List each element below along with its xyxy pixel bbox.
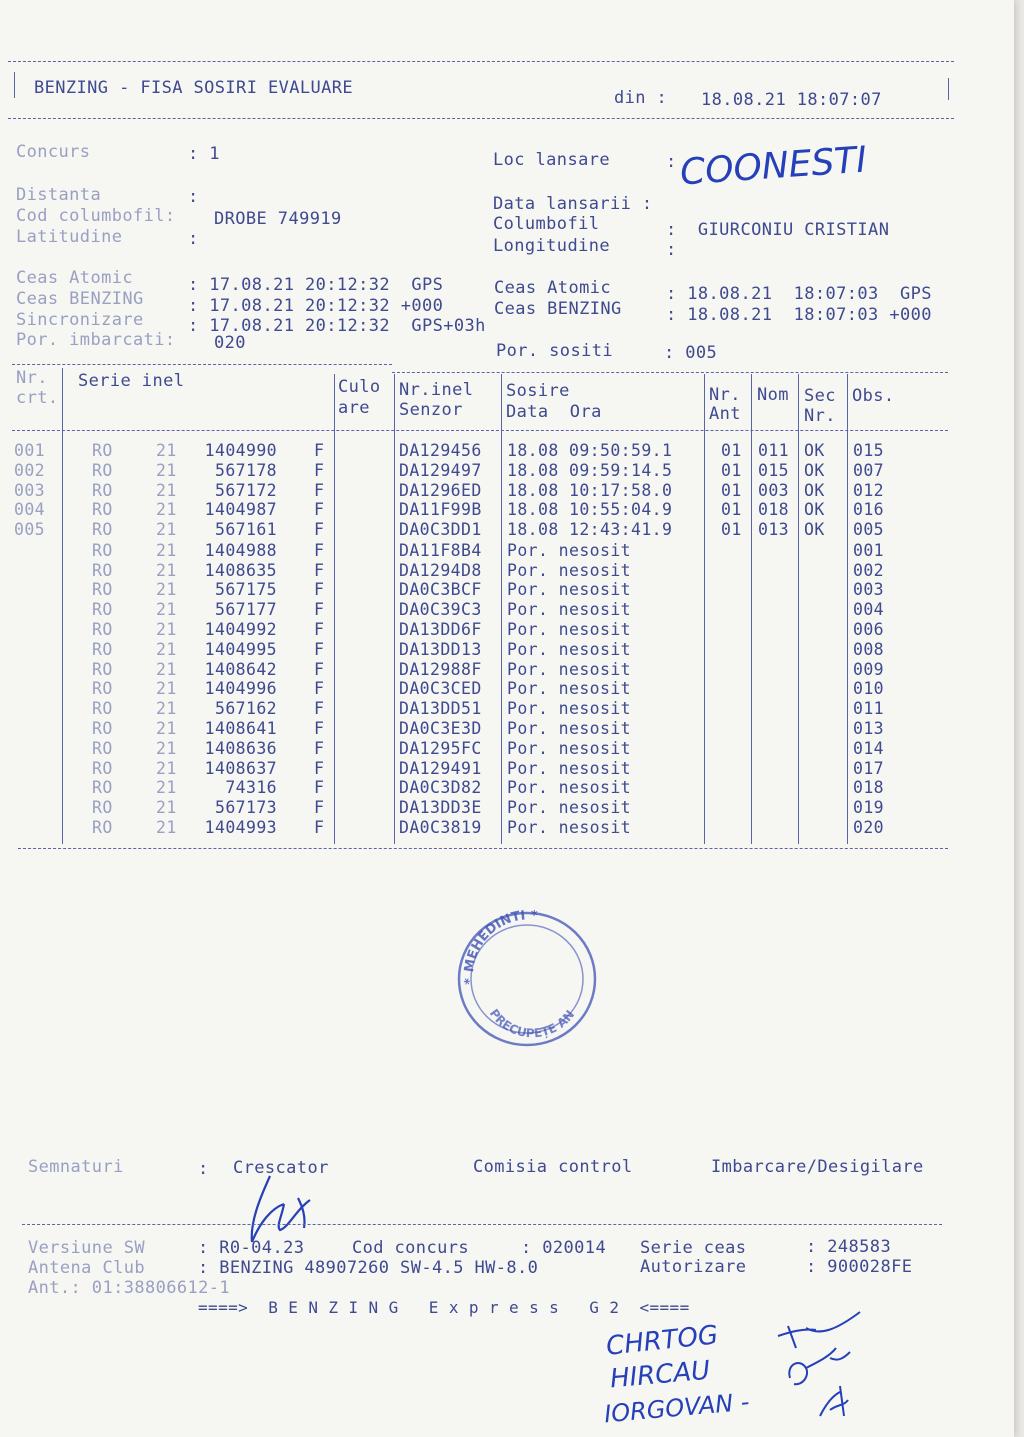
cell-sensor: DA12988F: [399, 659, 482, 679]
cell-obs: 018: [853, 778, 885, 798]
cell-arrival: Por. nesosit: [507, 540, 632, 560]
cell-sensor: DA13DD13: [399, 639, 482, 659]
clock-left-value-2: : 17.08.21 20:12:32 GPS+03h: [188, 316, 486, 336]
semnaturi-colon: :: [198, 1159, 209, 1179]
cell-sex: F: [314, 460, 325, 480]
clock-left-label-3: Por. imbarcati:: [16, 330, 176, 350]
cell-arrival: Por. nesosit: [507, 818, 632, 837]
cell-country: RO: [92, 818, 113, 837]
cell-sensor: DA13DD3E: [399, 798, 482, 818]
cell-year: 21: [156, 480, 177, 500]
paper-sheet: BENZING - FISA SOSIRI EVALUARE din : 18.08.21 18:07:07 Concurs : 1 Loc lansare : COONESTI Distanta : Data lansarii : Cod columbofil: DROBE 749919 Columbofil : GIURCONIU CRISTIAN Latitudine : Longitudine : Ceas Atomic : 17.08.21 20:12:32 GPS Ceas BENZING : 17.08.21 20:12:32 +000 Sincronizare : 17.08.21 20:12:32 GPS+03h Por. imbarcati: 020 Ceas Atomic : 18.08.21 18:07:03 GPS Ceas BENZING : 18.08.21 18:07:03 +000 Por. sositi : 005 Nr. crt. Serie inel Culo are Nr.inel Senzor Sosire Data Ora Nr. Ant Nom Sec Nr. Obs. 001 RO 21 1404990 F DA129456 18.08 09:50:59.1 01 011 OK 015 002 RO 21 567178 F DA129497 18.08 09:59:14.5 01 015 OK 007 003 RO 21 567172 F DA1296ED 18.08 10:17:58.0 01 003 OK 012 004 RO 21 1404987 F DA11F99B 18.08 10:55:04.9 01 018 OK 016 005 RO 21 567161 F DA0C3DD1 18.08 12:43:41.9 01 013 OK 005 RO 21 1404988 F DA11F8B4 Por. nesosit 001 RO 21 1408635 F DA1294D8 Por. nesosit 002 RO 21 567175 F DA0C3BCF Por. nesosit 003 RO 21 567177 F DA0C39C3 Por. nesosit 004 RO 21 1404992 F DA13DD6F Por. nesosit 006 RO 21 1404995 F DA13DD13 Por. nesosit 008 RO 21 1408642 F DA12988F Por. nesosit 009 RO 21 1404996 F DA0C3CED Por. nesosit 010 RO 21 567162 F DA13DD51 Por. nesosit 011 RO 21 1408641 F DA0C3E3D Por. nesosit 013 RO 21 1408636 F DA1295FC Por. nesosit 014 RO 21 1408637 F DA129491 Por. nesosit 017 RO 21 74316 F DA0C3D82 Por. nesosit 018 RO 21 567173 F DA13DD3E Por. nesosit 019 RO 21 1404993 F DA0C3819 Por. nesosit 020 * MEHEDINTI * PRECUPEȚE AN Semnaturi : Crescator Comisia control Imbarcare/Desigilare Versiune SW : R0-04.23 Cod concurs : 020014 Serie ceas : 248583 Antena Club : BENZING 48907260 SW-4.5 HW-8.0 Autorizare : 900028FE Ant.: 01:38806612-1 ====> B E N Z I N G E x p r e s s G 2 <==== CHRTOG HIRCAU IORGOVAN -: [0, 0, 1014, 1437]
cell-country: RO: [92, 441, 113, 460]
cell-sensor: DA11F99B: [399, 500, 482, 520]
cell-arrival: Por. nesosit: [507, 758, 632, 778]
cell-sex: F: [314, 620, 325, 639]
table-bottom-border: [18, 848, 948, 849]
cell-sex: F: [314, 520, 325, 540]
cell-sec: OK: [804, 500, 825, 520]
cell-nr-ant: 01: [721, 480, 742, 500]
cell-obs: 010: [853, 679, 885, 699]
cell-year: 21: [156, 580, 177, 600]
cell-country: RO: [92, 540, 113, 560]
date-label: din :: [614, 88, 668, 108]
cell-year: 21: [156, 679, 177, 699]
cell-obs: 008: [853, 639, 885, 659]
columbofil-value: : GIURCONIU CRISTIAN: [666, 220, 890, 240]
cell-nr: 004: [14, 500, 46, 520]
committee-signatures: [760, 1306, 870, 1426]
cell-sex: F: [314, 758, 325, 778]
autorizare-label: Autorizare: [640, 1257, 747, 1277]
footer-separator: [22, 1224, 942, 1225]
cell-obs: 005: [853, 520, 885, 540]
cell-sensor: DA0C3D82: [399, 778, 482, 798]
cell-year: 21: [156, 639, 177, 659]
cell-sec: OK: [804, 441, 825, 460]
cell-country: RO: [92, 600, 113, 620]
cell-nom: 003: [758, 480, 790, 500]
date-value: 18.08.21 18:07:07: [701, 90, 882, 110]
cell-year: 21: [156, 798, 177, 818]
svg-text:* MEHEDINTI *: [462, 908, 538, 985]
cell-arrival: 18.08 12:43:41.9: [507, 520, 673, 540]
cell-sex: F: [314, 738, 325, 758]
cell-sex: F: [314, 580, 325, 600]
col-divider-sosire: [704, 374, 705, 844]
header-sec-1: Sec: [804, 386, 836, 406]
header-bottom-border: [8, 118, 954, 119]
cell-country: RO: [92, 719, 113, 738]
cell-ring: 1408636: [204, 738, 277, 758]
cell-sex: F: [314, 480, 325, 500]
cell-nom: 018: [758, 500, 790, 520]
cell-country: RO: [92, 758, 113, 778]
cell-sex: F: [314, 639, 325, 659]
cell-ring: 1408637: [204, 758, 277, 778]
header-top-border: [8, 61, 954, 62]
col-divider-sec: [847, 374, 848, 844]
clock-right-value-0: : 18.08.21 18:07:03 GPS: [666, 284, 932, 304]
header-nr-inel-1: Nr.inel: [399, 380, 474, 400]
cell-sex: F: [314, 719, 325, 738]
cell-sex: F: [314, 659, 325, 679]
cell-sensor: DA1296ED: [399, 480, 482, 500]
cell-year: 21: [156, 441, 177, 460]
cod-columbofil-label: Cod columbofil:: [16, 206, 176, 226]
header-nr-ant-2: Ant: [709, 404, 741, 424]
cell-ring: 567175: [214, 580, 277, 600]
cell-sensor: DA0C3CED: [399, 679, 482, 699]
cell-obs: 017: [853, 758, 885, 778]
cell-sensor: DA11F8B4: [399, 540, 482, 560]
handwritten-name-2: HIRCAU: [608, 1355, 712, 1395]
cell-obs: 009: [853, 659, 885, 679]
header-left-border: [14, 72, 15, 98]
header-nr-inel-2: Senzor: [399, 400, 463, 420]
cell-arrival: Por. nesosit: [507, 659, 632, 679]
cell-ring: 1404988: [204, 540, 277, 560]
data-lansarii-label: Data lansarii :: [493, 194, 653, 214]
col-divider-nom: [798, 374, 799, 844]
header-nr-ant-1: Nr.: [709, 385, 741, 405]
cell-year: 21: [156, 540, 177, 560]
cell-nr-ant: 01: [721, 500, 742, 520]
cell-sensor: DA129491: [399, 758, 482, 778]
cell-sensor: DA0C3DD1: [399, 520, 482, 540]
longitudine-value: :: [666, 240, 677, 260]
latitudine-label: Latitudine: [16, 227, 123, 247]
col-divider-nrinel: [501, 374, 502, 844]
cell-country: RO: [92, 460, 113, 480]
ant-line: Ant.: 01:38806612-1: [28, 1278, 231, 1298]
clock-left-value-0: : 17.08.21 20:12:32 GPS: [188, 275, 444, 295]
cell-sensor: DA0C3819: [399, 818, 482, 837]
cell-arrival: 18.08 10:55:04.9: [507, 500, 673, 520]
cell-ring: 567178: [214, 460, 277, 480]
cell-sensor: DA129497: [399, 460, 482, 480]
serie-ceas-label: Serie ceas: [640, 1238, 747, 1258]
cell-sex: F: [314, 560, 325, 580]
clock-right-label-0: Ceas Atomic: [494, 278, 611, 298]
cell-nr: 005: [14, 520, 46, 540]
clock-right-value-2: : 005: [664, 343, 718, 363]
table-top-border-left: [12, 364, 392, 365]
cell-year: 21: [156, 620, 177, 639]
header-culoare-2: are: [338, 398, 370, 418]
cell-sensor: DA1295FC: [399, 738, 482, 758]
cell-sensor: DA13DD6F: [399, 620, 482, 639]
cell-year: 21: [156, 659, 177, 679]
cell-year: 21: [156, 778, 177, 798]
cell-year: 21: [156, 818, 177, 837]
distanta-value: :: [188, 187, 199, 207]
cod-concurs-value: : 020014: [521, 1238, 607, 1258]
cell-nr-ant: 01: [721, 520, 742, 540]
header-culoare-1: Culo: [338, 377, 381, 397]
serie-ceas-value: : 248583: [806, 1237, 892, 1257]
cell-nr: 003: [14, 480, 46, 500]
cell-obs: 019: [853, 798, 885, 818]
cell-sec: OK: [804, 520, 825, 540]
cell-ring: 1404987: [204, 500, 277, 520]
columbofil-label: Columbofil: [493, 214, 600, 234]
cell-sec: OK: [804, 460, 825, 480]
cell-arrival: Por. nesosit: [507, 620, 632, 639]
clock-right-label-2: Por. sositi: [496, 341, 613, 361]
cell-country: RO: [92, 480, 113, 500]
cell-nr-ant: 01: [721, 441, 742, 460]
cell-nom: 011: [758, 441, 790, 460]
cell-obs: 013: [853, 719, 885, 738]
col-divider-serie: [334, 374, 335, 844]
versiune-label: Versiune SW: [28, 1238, 145, 1258]
cell-country: RO: [92, 738, 113, 758]
cell-sensor: DA0C3BCF: [399, 580, 482, 600]
header-nr-crt-1: Nr.: [16, 368, 48, 388]
clock-left-label-2: Sincronizare: [16, 310, 144, 330]
header-serie-inel: Serie inel: [78, 371, 185, 391]
cell-ring: 1404995: [204, 639, 277, 659]
col-divider-nrant: [751, 374, 752, 844]
cell-arrival: Por. nesosit: [507, 580, 632, 600]
cell-year: 21: [156, 738, 177, 758]
clock-left-label-1: Ceas BENZING: [16, 289, 144, 309]
cell-country: RO: [92, 699, 113, 719]
cell-ring: 1404993: [204, 818, 277, 837]
cell-sensor: DA0C3E3D: [399, 719, 482, 738]
cell-nom: 013: [758, 520, 790, 540]
cell-ring: 1408641: [204, 719, 277, 738]
express-line: ====> B E N Z I N G E x p r e s s G 2 <====: [198, 1298, 690, 1317]
cell-obs: 004: [853, 600, 885, 620]
cell-year: 21: [156, 758, 177, 778]
cod-concurs-label: Cod concurs: [352, 1238, 469, 1258]
antena-label: Antena Club: [28, 1258, 145, 1278]
cell-ring: 567162: [214, 699, 277, 719]
cell-obs: 012: [853, 480, 885, 500]
cell-country: RO: [92, 798, 113, 818]
cell-country: RO: [92, 778, 113, 798]
cell-sensor: DA129456: [399, 441, 482, 460]
header-sec-2: Nr.: [804, 406, 836, 426]
handwritten-name-1: CHRTOG: [604, 1320, 720, 1362]
document-title: BENZING - FISA SOSIRI EVALUARE: [34, 78, 354, 98]
cell-country: RO: [92, 520, 113, 540]
cell-sensor: DA0C39C3: [399, 600, 482, 620]
cell-ring: 567161: [214, 520, 277, 540]
cell-year: 21: [156, 520, 177, 540]
cell-arrival: Por. nesosit: [507, 679, 632, 699]
round-stamp: [452, 906, 602, 1052]
cell-year: 21: [156, 500, 177, 520]
cell-year: 21: [156, 600, 177, 620]
cell-arrival: Por. nesosit: [507, 719, 632, 738]
cell-arrival: Por. nesosit: [507, 778, 632, 798]
col-divider-culoare: [394, 374, 395, 844]
cell-sex: F: [314, 798, 325, 818]
clock-left-value-1: : 17.08.21 20:12:32 +000: [188, 296, 444, 316]
cell-ring: 1408642: [204, 659, 277, 679]
cell-arrival: 18.08 09:50:59.1: [507, 441, 673, 460]
cell-nr: 002: [14, 460, 46, 480]
cell-country: RO: [92, 620, 113, 639]
cell-year: 21: [156, 719, 177, 738]
header-nom: Nom: [757, 385, 789, 405]
cell-arrival: Por. nesosit: [507, 699, 632, 719]
table-top-border-right: [392, 372, 948, 373]
cell-obs: 016: [853, 500, 885, 520]
cell-obs: 011: [853, 699, 885, 719]
cell-arrival: Por. nesosit: [507, 639, 632, 659]
header-sosire-1: Sosire: [506, 381, 570, 401]
header-obs: Obs.: [852, 386, 895, 406]
cell-obs: 007: [853, 460, 885, 480]
cell-obs: 015: [853, 441, 885, 460]
header-nr-crt-2: crt.: [16, 388, 59, 408]
clock-left-value-3: 020: [214, 333, 246, 353]
loc-lansare-label: Loc lansare: [493, 150, 610, 170]
cell-arrival: Por. nesosit: [507, 798, 632, 818]
cell-obs: 020: [853, 818, 885, 837]
cell-country: RO: [92, 659, 113, 679]
cell-ring: 567173: [214, 798, 277, 818]
semnaturi-label: Semnaturi: [28, 1157, 124, 1177]
cell-ring: 74316: [225, 778, 277, 798]
header-right-border: [948, 78, 949, 100]
versiune-value: : R0-04.23: [198, 1238, 305, 1258]
cell-sensor: DA13DD51: [399, 699, 482, 719]
cell-obs: 001: [853, 540, 885, 560]
cell-country: RO: [92, 560, 113, 580]
cell-country: RO: [92, 580, 113, 600]
cell-sex: F: [314, 679, 325, 699]
cell-sensor: DA1294D8: [399, 560, 482, 580]
cell-sex: F: [314, 441, 325, 460]
stamp-bottom-text: PRECUPEȚE AN: [486, 1006, 578, 1041]
clock-right-label-1: Ceas BENZING: [494, 299, 622, 319]
cell-country: RO: [92, 500, 113, 520]
cell-obs: 002: [853, 560, 885, 580]
cell-sex: F: [314, 540, 325, 560]
cell-ring: 1408635: [204, 560, 277, 580]
cell-obs: 006: [853, 620, 885, 639]
cell-country: RO: [92, 679, 113, 699]
crescator-label: Crescator: [233, 1158, 329, 1178]
comisia-label: Comisia control: [473, 1157, 633, 1177]
cell-ring: 1404996: [204, 679, 277, 699]
cell-sex: F: [314, 699, 325, 719]
stamp-top-text: * MEHEDINTI *: [462, 908, 539, 986]
cell-obs: 014: [853, 738, 885, 758]
header-sosire-2: Data Ora: [506, 402, 602, 422]
clock-right-value-1: : 18.08.21 18:07:03 +000: [666, 305, 932, 325]
handwritten-name-3: IORGOVAN -: [603, 1387, 751, 1429]
svg-text:PRECUPEȚE AN: [486, 987, 581, 1051]
cell-arrival: Por. nesosit: [507, 560, 632, 580]
cell-arrival: Por. nesosit: [507, 738, 632, 758]
cell-ring: 567177: [214, 600, 277, 620]
clock-left-label-0: Ceas Atomic: [16, 268, 133, 288]
cod-columbofil-value: DROBE 749919: [214, 209, 342, 229]
longitudine-label: Longitudine: [493, 236, 610, 256]
cell-sec: OK: [804, 480, 825, 500]
cell-nr: 001: [14, 441, 46, 460]
concurs-value: : 1: [188, 144, 220, 164]
cell-arrival: Por. nesosit: [507, 600, 632, 620]
imbarcare-label: Imbarcare/Desigilare: [711, 1157, 924, 1177]
concurs-label: Concurs: [16, 142, 91, 162]
cell-ring: 1404992: [204, 620, 277, 639]
autorizare-value: : 900028FE: [806, 1257, 913, 1277]
cell-year: 21: [156, 560, 177, 580]
latitudine-value: :: [188, 229, 199, 249]
antena-value: : BENZING 48907260 SW-4.5 HW-8.0: [198, 1258, 539, 1278]
cell-country: RO: [92, 639, 113, 659]
distanta-label: Distanta: [16, 185, 102, 205]
cell-year: 21: [156, 699, 177, 719]
cell-year: 21: [156, 460, 177, 480]
cell-nr-ant: 01: [721, 460, 742, 480]
cell-ring: 567172: [214, 480, 277, 500]
cell-obs: 003: [853, 580, 885, 600]
cell-arrival: 18.08 09:59:14.5: [507, 460, 673, 480]
loc-lansare-handwritten: COONESTI: [678, 139, 869, 194]
cell-ring: 1404990: [204, 441, 277, 460]
table-header-separator: [12, 430, 948, 431]
cell-sex: F: [314, 818, 325, 837]
cell-sex: F: [314, 778, 325, 798]
cell-arrival: 18.08 10:17:58.0: [507, 480, 673, 500]
col-divider-nr: [62, 368, 63, 844]
cell-sex: F: [314, 600, 325, 620]
cell-sex: F: [314, 500, 325, 520]
cell-nom: 015: [758, 460, 790, 480]
